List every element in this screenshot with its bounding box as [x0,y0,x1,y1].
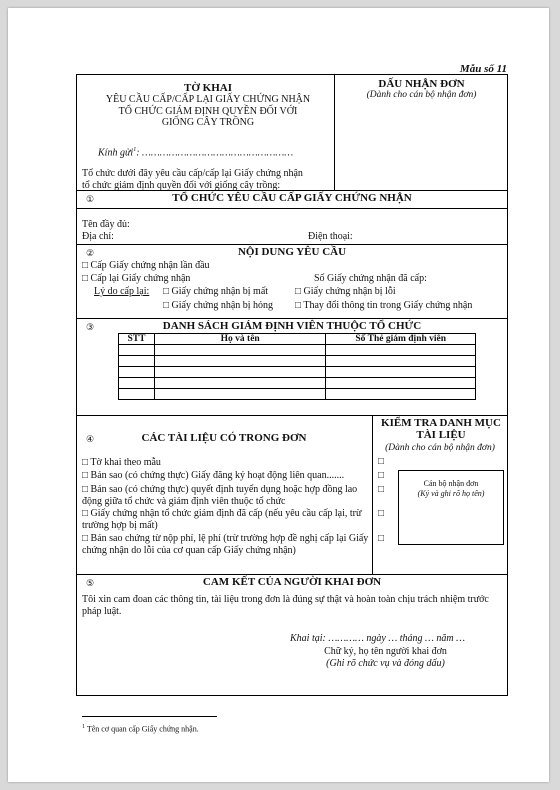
officer-label: Cán bộ nhận đơn [423,479,479,488]
section1-title: TỔ CHỨC YÊU CẦU CẤP GIẤY CHỨNG NHẬN [172,192,412,204]
checklist-box: □ [378,456,385,467]
table-row [119,356,476,367]
table-cell [154,356,325,367]
footnote [82,722,199,735]
option-reissue: □ Cấp lại Giấy chứng nhận [82,273,191,284]
table-cell [326,378,476,389]
document-item: □ Giấy chứng nhận tổ chức giám định đã cấp (nếu yêu cầu cấp lại, trừ trường hợp bị mất) [82,508,362,531]
section-divider [76,244,508,245]
table-cell [326,367,476,378]
signature-label: Chữ ký, họ tên người khai đơn [324,646,447,657]
section-number: ⑤ [86,578,95,588]
intro-line: Tổ chức dưới đây yêu cầu cấp/cấp lại Giấy chứng nhận [82,168,303,179]
table-cell [119,389,155,400]
phone-field: Điện thoại: [308,231,353,242]
document-item: □ Bản sao (có chứng thực) Giấy đăng ký hoạt động liên quan....... [82,470,345,481]
reason-label: Lý do cấp lại: [94,286,150,297]
signature-note: (Ghi rõ chức vụ và đóng dấu) [326,658,445,669]
section3-title: DANH SÁCH GIÁM ĐỊNH VIÊN THUỘC TỔ CHỨC [162,320,422,332]
receipt-title: DẤU NHẬN ĐƠN [378,78,465,90]
reason-damaged: □ Giấy chứng nhận bị hỏng [163,300,274,311]
checklist-divider [372,415,373,575]
checklist-box: □ [378,508,385,519]
full-name-field: Tên đầy đủ: [82,219,130,230]
reason-lost: □ Giấy chứng nhận bị mất [163,286,269,297]
table-cell [154,367,325,378]
reason-info-change: □ Thay đổi thông tin trong Giấy chứng nhận [295,300,473,311]
intro-line: tổ chức giám định quyền đối với giống cây trồng: [82,179,281,191]
document-item: □ Bản sao chứng từ nộp phí, lệ phí (trừ trường hợp đề nghị cấp lại Giấy chứng nhận do lỗi của cơ quan cấp Giấy chứng nhận) [82,533,369,556]
table-cell [154,389,325,400]
place-date-line: Khai tại: ………… ngày … tháng … năm … [290,633,466,644]
recipient-line [98,145,293,158]
recipient-label: Kính gửi [98,147,134,159]
footnote-rule [82,716,217,717]
section4-title: CÁC TÀI LIỆU CÓ TRONG ĐƠN [141,432,307,444]
section-number: ② [86,248,95,258]
checklist-box: □ [378,484,385,495]
column-header: STT [119,334,155,345]
checklist-box: □ [378,533,385,544]
checklist-note: (Dành cho cán bộ nhận đơn) [385,443,495,453]
inspector-table [118,333,476,400]
section-divider [76,574,508,575]
document-item: □ Bản sao (có chứng thực) quyết định tuyển dụng hoặc hợp đồng lao động giữa tổ chức và giám định viên thuộc tổ chức [82,484,358,507]
intro-text [82,168,338,191]
option-first-issue: □ Cấp Giấy chứng nhận lần đầu [82,260,210,271]
officer-note: (Ký và ghi rõ họ tên) [417,489,485,498]
table-cell [119,378,155,389]
table-cell [154,378,325,389]
column-header: Số Thẻ giám định viên [326,334,476,345]
section-number: ④ [86,434,95,444]
section-divider [76,190,508,191]
table-row [119,367,476,378]
section-divider [76,415,508,416]
subtitle-line: GIỐNG CÂY TRỒNG [161,117,255,128]
column-header: Họ và tên [154,334,325,345]
section-divider [76,318,508,319]
footnote-mark: 1 [82,724,85,730]
table-cell [326,345,476,356]
table-cell [326,389,476,400]
table-row [119,378,476,389]
section-number: ③ [86,322,95,332]
table-row [119,389,476,400]
table-cell [326,356,476,367]
table-cell [119,356,155,367]
form-number: Mẫu số 11 [459,63,507,75]
recipient-dots: : …………………………………………… [136,147,294,159]
declaration-title: TỜ KHAI [184,82,232,94]
checklist-box: □ [378,470,385,481]
receipt-note: (Dành cho cán bộ nhận đơn) [366,90,477,100]
table-cell [119,367,155,378]
form-page [8,8,549,782]
table-cell [119,345,155,356]
officer-signature-box [398,470,504,545]
subtitle-line: YÊU CẦU CẤP/CẤP LẠI GIẤY CHỨNG NHẬN [105,94,311,105]
table-cell [154,345,325,356]
reason-error: □ Giấy chứng nhận bị lỗi [295,286,396,297]
recipient-footnote-mark: 1 [133,147,137,153]
checklist-title: KIỂM TRA DANH MỤC TÀI LIỆU [381,417,501,441]
commitment-statement: Tôi xin cam đoan các thông tin, tài liệu trong đơn là đúng sự thật và hoàn toàn chịu trách nhiệm trước pháp luật. [82,594,489,617]
section-number: ① [86,194,95,204]
subtitle-line: TỔ CHỨC GIÁM ĐỊNH QUYỀN ĐỐI VỚI [118,105,298,117]
document-item: □ Tờ khai theo mẫu [82,457,161,468]
declaration-subtitle [78,94,338,129]
issued-number-field: Số Giấy chứng nhận đã cấp: [314,273,427,284]
section5-title: CAM KẾT CỦA NGƯỜI KHAI ĐƠN [202,576,382,588]
footnote-text: Tên cơ quan cấp Giấy chứng nhận. [86,724,199,734]
table-header-row [119,334,476,345]
section-divider [76,208,508,209]
address-field: Địa chỉ: [82,231,114,242]
table-row [119,345,476,356]
section2-title: NỘI DUNG YÊU CẦU [237,246,347,258]
